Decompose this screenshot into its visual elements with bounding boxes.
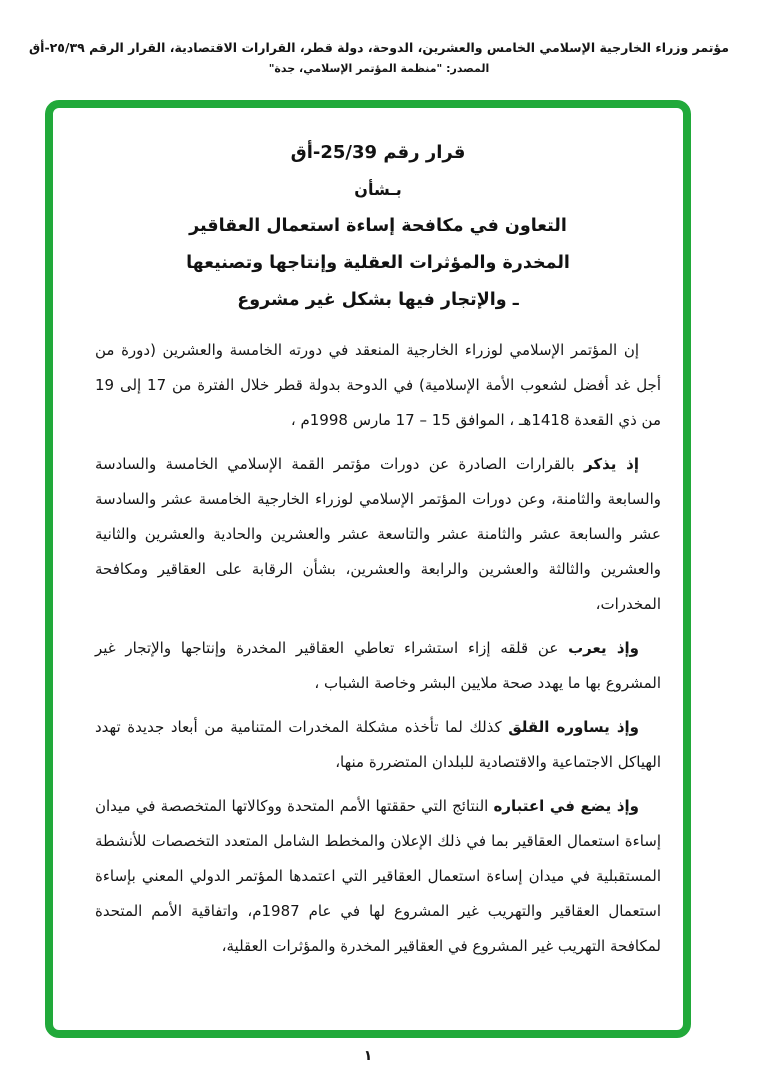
paragraph-lead: وإذ يعرب: [568, 639, 639, 657]
paragraph-recalling: [95, 447, 661, 622]
resolution-title-block: [95, 134, 661, 319]
paragraph-text: بالقرارات الصادرة عن دورات مؤتمر القمة الإسلامي الخامسة والسادسة والسابعة والثامنة، وعن دورات المؤتمر الإسلامي لوزراء الخارجية الخامسة عشر والسادسة عشر والسابعة عشر والثامنة عشر والتاسعة عشر والعشرين والحادية والعشرين والثانية والعشرين والثالثة والعشرين والرابعة والعشرين، بشأن الرقابة على العقاقير ومكافحة المخدرات،: [95, 455, 661, 613]
paragraph-text: النتائج التي حققتها الأمم المتحدة ووكالاتها المتخصصة في ميدان إساءة استعمال العقاقير بما في ذلك الإعلان والمخطط الشامل المتعدد التخصصات للأنشطة المستقبلية في ميدان إساءة استعمال العقاقير التي اعتمدها المؤتمر الدولي المعني بإساءة استعمال العقاقير والتهريب غير المشروع لها في عام 1987م، واتفاقية الأمم المتحدة لمكافحة التهريب غير المشروع في العقاقير المخدرة والمؤثرات العقلية،: [95, 797, 661, 955]
header-citation-line: مؤتمر وزراء الخارجية الإسلامي الخامس والعشرين، الدوحة، دولة قطر، القرارات الاقتصادية، القرار الرقم ٢٥/٣٩-أق: [28, 40, 730, 55]
paragraph-text: كذلك لما تأخذه مشكلة المخدرات المتنامية من أبعاد جديدة تهدد الهياكل الاجتماعية والاقتصادية للبلدان المتضررة منها،: [95, 718, 661, 771]
page-number: ١: [363, 1048, 373, 1064]
paragraph-opening: [95, 333, 661, 438]
paragraph-expressing-concern: [95, 631, 661, 701]
paragraph-lead: وإذ يضع في اعتباره: [493, 797, 640, 815]
resolution-subject-line-1: التعاون في مكافحة إساءة استعمال العقاقير: [189, 216, 567, 236]
paragraph-taking-into-account: [95, 789, 661, 964]
paragraph-lead: وإذ يساوره القلق: [508, 718, 639, 736]
green-document-frame: [45, 100, 691, 1038]
paragraph-also-concerned: [95, 710, 661, 780]
paragraph-text: عن قلقه إزاء استشراء تعاطي العقاقير المخدرة وإنتاجها والإتجار غير المشروع بها ما يهدد صحة ملايين البشر وخاصة الشباب ،: [95, 639, 661, 692]
resolution-preamble: [95, 333, 661, 964]
resolution-subject-line-2: المخدرة والمؤثرات العقلية وإنتاجها وتصنيعها: [186, 253, 570, 273]
resolution-subject-line-3: ـ والإتجار فيها بشكل غير مشروع: [237, 290, 519, 310]
document-body: [53, 108, 683, 964]
resolution-number-line: قرار رقم 25/39-أق: [290, 142, 466, 163]
resolution-regarding-line: بـشأن: [354, 180, 402, 199]
header-source-line: المصدر: "منظمة المؤتمر الإسلامي، جدة": [268, 62, 490, 75]
paragraph-lead: إذ يذكر: [584, 455, 639, 473]
document-source-header: [0, 38, 758, 80]
paragraph-text: إن المؤتمر الإسلامي لوزراء الخارجية المنعقد في دورته الخامسة والعشرين (دورة من أجل غد أفضل لشعوب الأمة الإسلامية) في الدوحة بدولة قطر خلال الفترة من 17 إلى 19 من ذي القعدة 1418هـ ، الموافق 15 – 17 مارس 1998م ،: [95, 341, 661, 429]
